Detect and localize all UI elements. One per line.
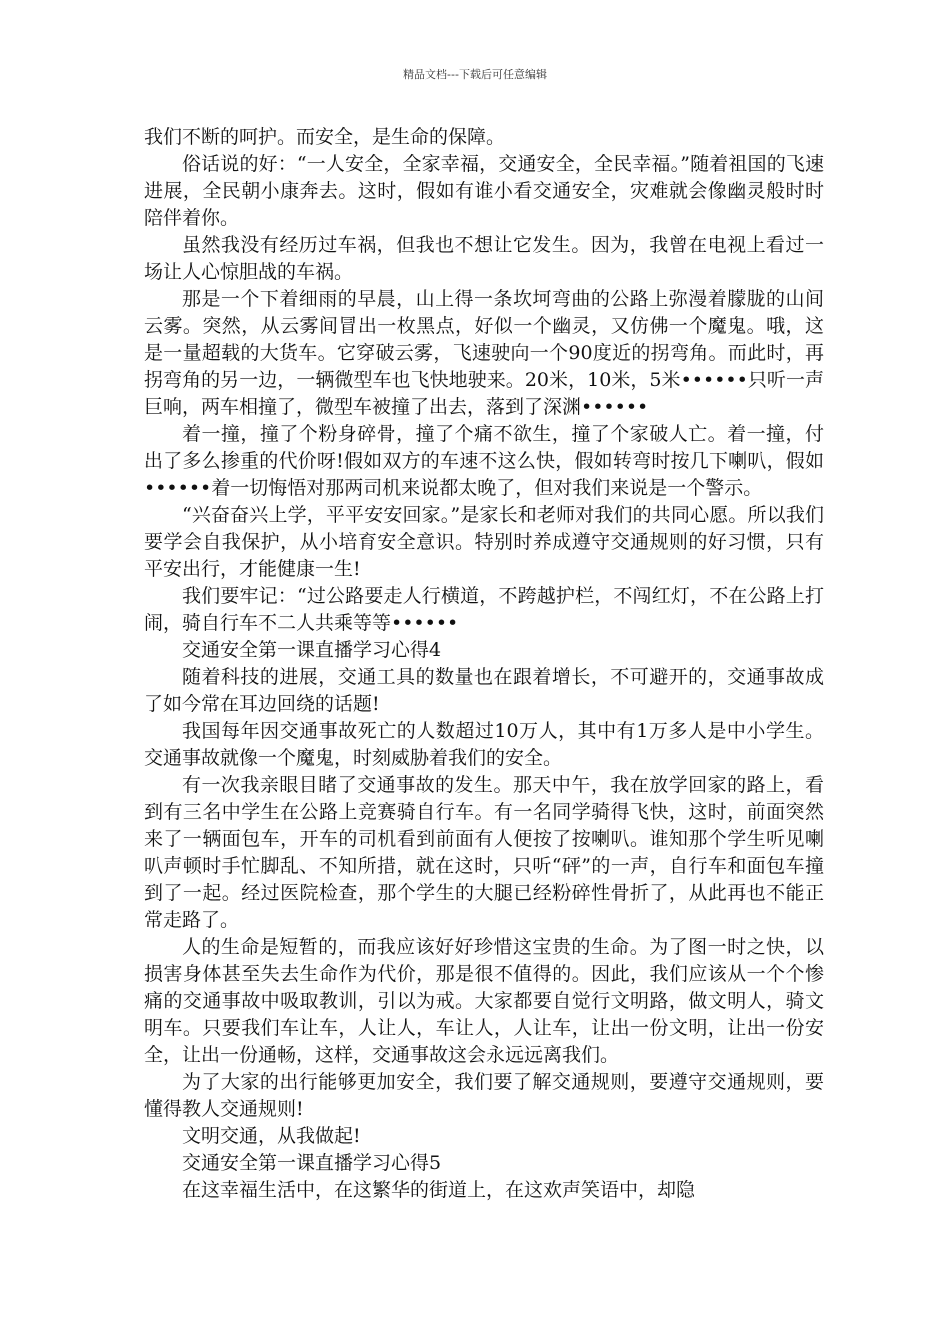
paragraph-11: 有一次我亲眼目睹了交通事故的发生。那天中午，我在放学回家的路上，看到有三名中学生在公路上竞赛骑自行车。有一名同学骑得飞快，这时，前面突然来了一辆面包车，开车的司机看到前面有人便按了按喇叭。谁知那个学生听见喇叭声顿时手忙脚乱、不知所措，就在这时，只听“砰”的一声，自行车和面包车撞到了一起。经过医院检查，那个学生的大腿已经粉碎性骨折了，从此再也不能正常走路了。	[144, 774, 824, 931]
paragraph-3: 虽然我没有经历过车祸，但我也不想让它发生。因为，我曾在电视上看过一场让人心惊胆战的车祸。	[144, 234, 824, 283]
paragraph-10: 我国每年因交通事故死亡的人数超过10万人，其中有1万多人是中小学生。交通事故就像一个魔鬼，时刻威胁着我们的安全。	[144, 720, 824, 769]
paragraph-12: 人的生命是短暂的，而我应该好好珍惜这宝贵的生命。为了图一时之快，以损害身体甚至失去生命作为代价，那是很不值得的。因此，我们应该从一个个惨痛的交通事故中吸取教训，引以为戒。大家都要自觉行文明路，做文明人，骑文明车。只要我们车让车，人让人，车让人，人让车，让出一份文明，让出一份安全，让出一份通畅，这样，交通事故这会永远远离我们。	[144, 936, 824, 1066]
paragraph-6: “兴奋奋兴上学，平平安安回家。”是家长和老师对我们的共同心愿。所以我们要学会自我保护，从小培育安全意识。特别时养成遵守交通规则的好习惯，只有平安出行，才能健康一生!	[144, 504, 824, 580]
paragraph-5: 着一撞，撞了个粉身碎骨，撞了个痛不欲生，撞了个家破人亡。着一撞，付出了多么掺重的代价呀!假如双方的车速不这么快，假如转弯时按几下喇叭，假如••••••着一切悔悟对那两司机来说都太晚了，但对我们来说是一个警示。	[144, 423, 824, 499]
page-header: 精品文档---下载后可任意编辑	[403, 68, 547, 81]
section-heading-5: 交通安全第一课直播学习心得5	[182, 1152, 442, 1174]
paragraph-2: 俗话说的好：“一人安全，全家幸福，交通安全，全民幸福。”随着祖国的飞速进展，全民朝小康奔去。这时，假如有谁小看交通安全，灾难就会像幽灵般时时陪伴着你。	[144, 153, 824, 229]
paragraph-16: 在这幸福生活中，在这繁华的街道上，在这欢声笑语中，却隐	[182, 1179, 696, 1201]
paragraph-9: 随着科技的进展，交通工具的数量也在跟着增长，不可避开的，交通事故成了如今常在耳边回绕的话题!	[144, 666, 824, 715]
paragraph-7: 我们要牢记：“过公路要走人行横道，不跨越护栏，不闯红灯，不在公路上打闹，骑自行车不二人共乘等等••••••	[144, 585, 824, 634]
paragraph-14: 文明交通，从我做起!	[182, 1125, 361, 1147]
paragraph-4: 那是一个下着细雨的早晨，山上得一条坎坷弯曲的公路上弥漫着朦胧的山间云雾。突然，从云雾间冒出一枚黑点，好似一个幽灵，又仿佛一个魔鬼。哦，这是一量超载的大货车。它穿破云雾，飞速驶向一个90度近的拐弯角。而此时，再拐弯角的另一边，一辆微型车也飞快地驶来。20米，10米，5米••••••只听一声巨响，两车相撞了，微型车被撞了出去，落到了深渊••••••	[144, 288, 824, 418]
paragraph-1: 我们不断的呵护。而安全，是生命的保障。	[144, 126, 506, 148]
document-body	[144, 124, 824, 1204]
paragraph-13: 为了大家的出行能够更加安全，我们要了解交通规则，要遵守交通规则，要懂得教人交通规则!	[144, 1071, 824, 1120]
section-heading-4: 交通安全第一课直播学习心得4	[182, 639, 442, 661]
